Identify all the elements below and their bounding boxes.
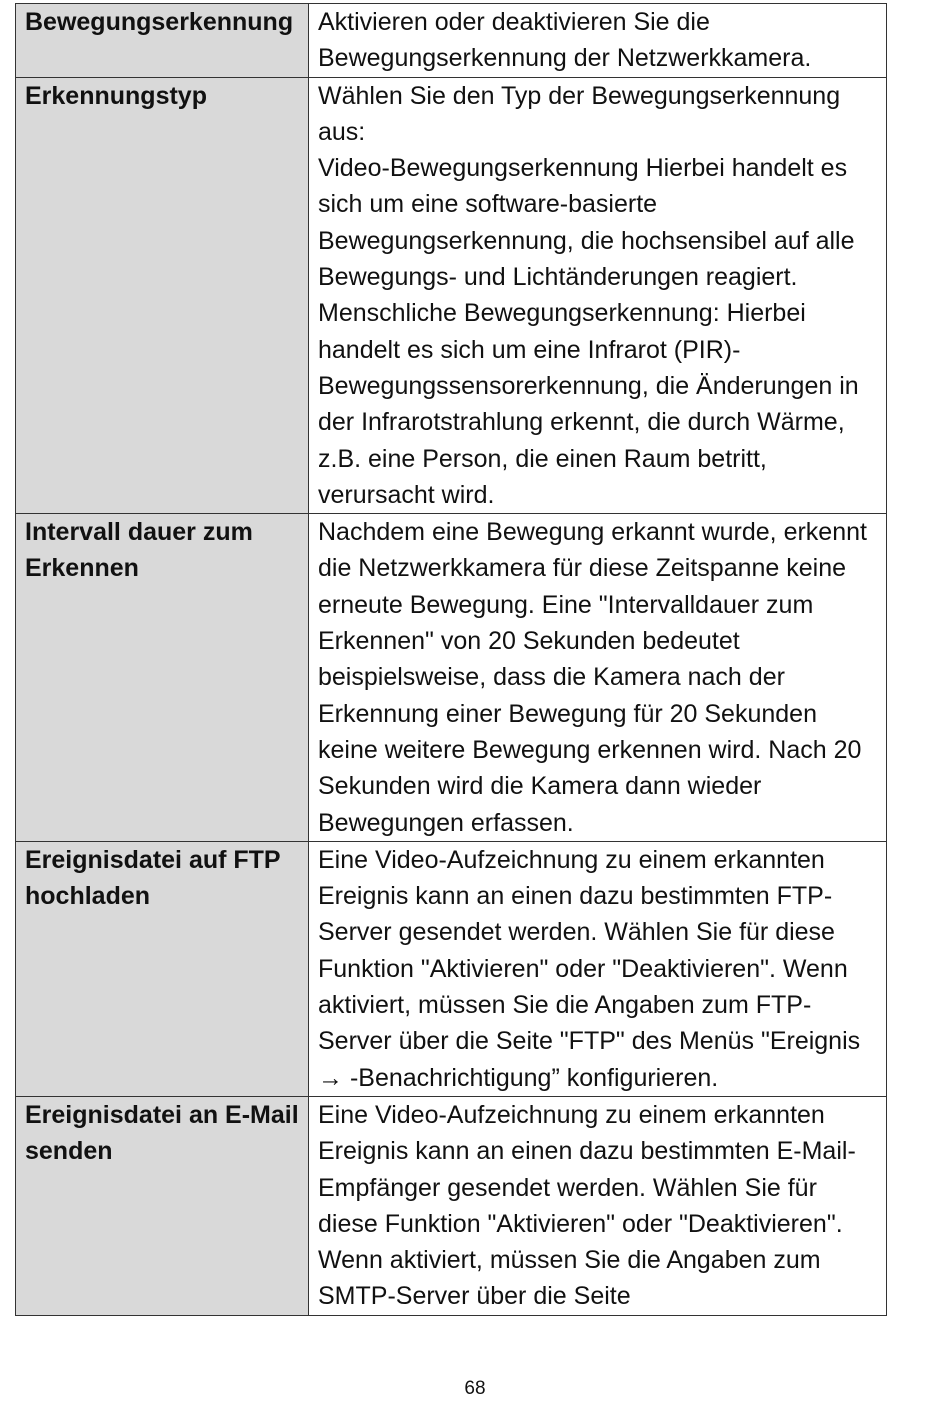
table-row [16, 1096, 887, 1315]
description-cell: Nachdem eine Bewegung erkannt wurde, erkennt die Netzwerkkamera für diese Zeitspanne keine erneute Bewegung. Eine "Intervalldauer zum Erkennen" von 20 Sekunden bedeutet beispielsweise, dass die Kamera nach der Erkennung einer Bewegung für 20 Sekunden keine weitere Bewegung erkennen wird. Nach 20 Sekunden wird die Kamera dann wieder Bewegungen erfassen. [309, 514, 887, 842]
term-cell: Ereignisdatei an E-Mail senden [16, 1096, 309, 1315]
term-cell: Erkennungstyp [16, 77, 309, 514]
table-row [16, 514, 887, 842]
term-cell: Intervall dauer zum Erkennen [16, 514, 309, 842]
term-cell: Ereignisdatei auf FTP hochladen [16, 841, 309, 1096]
description-cell: Aktivieren oder deaktivieren Sie die Bewegungserkennung der Netzwerkkamera. [309, 4, 887, 78]
description-cell: Eine Video-Aufzeichnung zu einem erkannten Ereignis kann an einen dazu bestimmten E-Mail-Empfänger gesendet werden. Wählen Sie für diese Funktion "Aktivieren" oder "Deaktivieren". Wenn aktiviert, müssen Sie die Angaben zum SMTP-Server über die Seite [309, 1096, 887, 1315]
description-cell: Wählen Sie den Typ der Bewegungserkennung aus: Video-Bewegungserkennung Hierbei handelt es sich um eine software-basierte Bewegungserkennung, die hochsensibel auf alle Bewegungs- und Lichtänderungen reagiert. Menschliche Bewegungserkennung: Hierbei handelt es sich um eine Infrarot (PIR)-Bewegungssensorerkennung, die Änderungen in der Infrarotstrahlung erkennt, die durch Wärme, z.B. eine Person, die einen Raum betritt, verursacht wird. [309, 77, 887, 514]
description-cell: Eine Video-Aufzeichnung zu einem erkannten Ereignis kann an einen dazu bestimmten FTP-Server gesendet werden. Wählen Sie für diese Funktion "Aktivieren" oder "Deaktivieren". Wenn aktiviert, müssen Sie die Angaben zum FTP-Server über die Seite "FTP" des Menüs "Ereignis → -Benachrichtigung” konfigurieren. [309, 841, 887, 1096]
term-cell: Bewegungserkennung [16, 4, 309, 78]
table-row [16, 841, 887, 1096]
table-row [16, 77, 887, 514]
table-row [16, 4, 887, 78]
page-number: 68 [464, 1378, 486, 1399]
settings-table [15, 3, 887, 1316]
